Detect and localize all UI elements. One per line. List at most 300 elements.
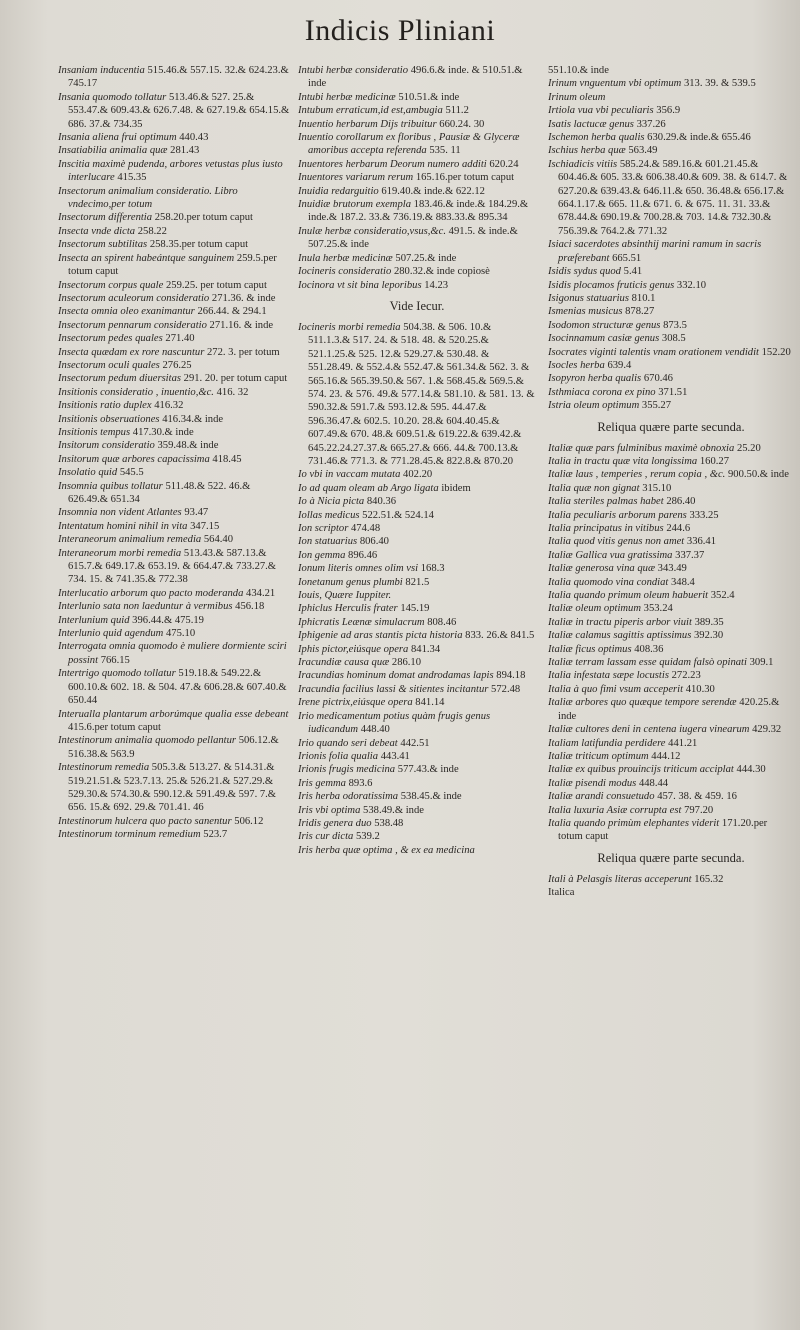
index-entry (298, 576, 536, 589)
entry-reference: 496.6.& inde. & 510.51.& inde (308, 65, 523, 90)
index-entry (58, 453, 290, 466)
index-entry (58, 547, 290, 587)
entry-term: Intestinorum hulcera quo pacto sanentur (58, 815, 232, 827)
entry-reference: 538.45.& inde (400, 791, 462, 803)
entry-term: Interaneorum animalium remedia (58, 534, 202, 546)
entry-term: Iphis pictor,eiúsque opera (298, 643, 409, 655)
entry-term: Italiæ in tractu piperis arbor viuit (548, 616, 692, 628)
entry-term: Insolatio quid (58, 467, 118, 479)
index-entry (58, 587, 290, 600)
entry-reference: 410.30 (685, 683, 715, 695)
index-entry (58, 600, 290, 613)
index-entry (58, 399, 290, 412)
entry-reference: 272.23 (671, 670, 701, 682)
entry-reference: 894.18 (496, 670, 526, 682)
entry-term: Italia in tractu quæ vita longissima (548, 455, 698, 467)
entry-reference: 271.16. & inde (209, 319, 274, 331)
index-entry (58, 439, 290, 452)
entry-term: Isthmiaca corona ex pino (548, 386, 656, 398)
index-entry (548, 669, 794, 682)
index-entry (298, 696, 536, 709)
entry-term: Insitionis ratio duplex (58, 400, 152, 412)
index-entry (298, 844, 536, 857)
entry-list (58, 64, 290, 842)
entry-term: Italiæ ex quibus prouincijs triticum acciplat (548, 764, 734, 776)
entry-term: Iris gemma (298, 777, 346, 789)
entry-list (548, 64, 794, 413)
entry-term: Italiæ generosa vina quæ (548, 563, 656, 575)
index-entry (548, 629, 794, 642)
index-entry (548, 535, 794, 548)
entry-reference: 291. 20. per totum caput (183, 373, 288, 385)
entry-reference: 171.20.per totum caput (558, 817, 768, 843)
entry-term: Insectorum animalium consideratio. Libro vndecimo,per totum (58, 185, 238, 211)
entry-term: Irionis folia qualia (298, 750, 379, 762)
entry-term: Isocles herba (548, 359, 605, 371)
entry-term: Intubi herbæ medicinæ (298, 91, 396, 103)
entry-reference: 513.43.& 587.13.& 615.7.& 649.17.& 653.19. & 664.47.& 733.27.& 734. 15. & 741.35.& 772.38 (68, 547, 277, 586)
index-entry (298, 522, 536, 535)
index-entry (548, 777, 794, 790)
entry-term: Irio quando seri debeat (298, 737, 398, 749)
index-entry (58, 734, 290, 761)
entry-reference: 308.5 (661, 333, 686, 345)
index-entry (58, 279, 290, 292)
index-entry (58, 533, 290, 546)
entry-reference: 896.46 (348, 549, 378, 561)
section-note: Reliqua quære parte secunda. (597, 850, 745, 865)
entry-term: Iocineris morbi remedia (298, 321, 401, 333)
index-entry (298, 643, 536, 656)
entry-term: Intestinorum torminum remedium (58, 829, 201, 841)
index-entry (548, 763, 794, 776)
index-entry (298, 683, 536, 696)
entry-term: Italiæ arbores quo quæque tempore serendæ (548, 697, 737, 709)
index-entry (58, 332, 290, 345)
index-entry (548, 656, 794, 669)
index-entry (298, 549, 536, 562)
entry-term: Iphiclus Herculis frater (298, 603, 398, 615)
entry-reference: 585.24.& 589.16.& 601.21.45.& 604.46.& 605. 33.& 606.38.40.& 609. 38. & 614.7. & 627.20.& 639.43.& 646.11.& 650. 36.48.& 656.17.& 664.1.17.& 665. 11.& 671. 6. & 675. 11. 31. 33.& 678.44.& 690.19.& 700.28.& 703. 14.& 732.30.& 756.39.& 764.2.& 771.32 (558, 158, 788, 237)
entry-reference: 507.25.& inde (395, 252, 457, 264)
entry-reference: 271.40 (165, 333, 195, 345)
index-entry (548, 131, 794, 144)
entry-reference: 183.46.& inde.& 184.29.& inde.& 187.2. 33.& 736.19.& 883.33.& 895.34 (308, 199, 529, 224)
entry-term: Io ad quam oleam ab Argo ligata (298, 482, 439, 494)
index-entry (548, 279, 794, 292)
index-entry (548, 602, 794, 615)
entry-reference: 418.45 (212, 453, 242, 465)
entry-reference: 572.48 (491, 683, 521, 695)
index-entry (298, 279, 536, 292)
entry-reference: 280.32.& inde copiosè (393, 266, 490, 278)
index-entry (298, 710, 536, 737)
entry-term: Irionis frugis medicina (298, 764, 396, 776)
entry-term: Italiæ laus , temperies , rerum copia , &c. (548, 469, 726, 481)
entry-reference: 443.41 (380, 750, 410, 762)
index-entry (58, 225, 290, 238)
index-entry (298, 158, 536, 171)
entry-term: Ischemon herba qualis (548, 132, 645, 144)
entry-term: Insecta an spirent habeántque sanguinem (58, 252, 235, 264)
entry-term: Ionum literis omnes olim vsi (298, 563, 419, 575)
entry-term: Iphigenie ad aras stantis picta historia (298, 630, 463, 642)
index-entry (58, 292, 290, 305)
entry-reference: 396.44.& 475.19 (132, 614, 204, 626)
index-entry (548, 495, 794, 508)
entry-term: Italia steriles palmas habet (548, 496, 664, 508)
entry-reference: 515.46.& 557.15. 32.& 624.23.& 745.17 (68, 65, 289, 90)
entry-reference: 276.25 (162, 359, 192, 371)
entry-term: Ion scriptor (298, 523, 349, 534)
entry-term: Io à Nicia picta (298, 496, 365, 508)
entry-reference: 258.22 (137, 225, 167, 237)
entry-reference: 511.48.& 522. 46.& 626.49.& 651.34 (68, 480, 251, 505)
entry-reference: 441.21 (668, 737, 698, 749)
entry-reference: 513.46.& 527. 25.& 553.47.& 609.43.& 626.7.48. & 627.19.& 654.15.& 686. 37.& 734.35 (68, 91, 290, 130)
index-entry (298, 118, 536, 131)
index-entry (58, 413, 290, 426)
entry-list (298, 321, 536, 857)
index-entry (548, 442, 794, 455)
entry-reference: 577.43.& inde (397, 764, 459, 776)
entry-term: Italia à quo fimi vsum acceperit (548, 683, 684, 695)
entry-list (548, 873, 794, 900)
entry-term: Italiæ ficus optimus (548, 643, 632, 655)
entry-term: Italiæ cultores deni in centena iugera vinearum (548, 724, 750, 736)
index-entry (298, 817, 536, 830)
entry-term: Inuentio herbarum Dijs tribuitur (298, 118, 437, 130)
running-head: Indicis Pliniani (304, 14, 496, 47)
entry-term: Italiæ pisendi modus (548, 777, 637, 789)
entry-reference: 347.15 (190, 520, 220, 532)
entry-reference: 160.27 (699, 455, 729, 467)
entry-term: Insectorum oculi quales (58, 359, 160, 371)
entry-reference: 315.10 (642, 482, 672, 494)
entry-reference: 491.5. & inde.& 507.25.& inde (308, 225, 518, 251)
entry-term: Intubi herbæ consideratio (298, 65, 409, 76)
entry-reference: 833. 26.& 841.5 (465, 630, 535, 642)
index-entry (298, 198, 536, 225)
entry-reference: 448.44 (638, 777, 669, 789)
index-entry (298, 737, 536, 750)
entry-term: Insomnia quibus tollatur (58, 480, 163, 492)
entry-reference: 539.2 (355, 831, 380, 843)
entry-term: Isatis lactucæ genus (548, 118, 634, 130)
entry-term: Italiæ terram lassam esse quidam falsò opinati (548, 657, 747, 669)
index-entry (58, 480, 290, 507)
entry-reference: 359.48.& inde (157, 440, 219, 452)
index-entry (298, 616, 536, 629)
index-entry (298, 495, 536, 508)
entry-term: Insectorum corpus quale (58, 279, 164, 291)
index-entry (58, 386, 290, 399)
entry-reference: 313. 39. & 539.5 (683, 78, 756, 90)
entry-reference: 389.35 (694, 616, 724, 628)
entry-reference: 244.6 (666, 523, 691, 534)
entry-term: Insectorum pedum diuersitas (58, 373, 181, 385)
entry-reference: 408.36 (634, 643, 664, 655)
entry-reference: 797.20 (684, 804, 714, 816)
index-entry (548, 723, 794, 736)
index-entry (548, 737, 794, 750)
entry-term: Iris cur dicta (298, 831, 354, 843)
entry-term: Italia quomodo vina condiat (548, 576, 669, 588)
entry-reference: 808.46 (427, 616, 457, 628)
entry-term: Insania aliena frui optimum (58, 132, 177, 144)
index-entry (298, 482, 536, 495)
index-entry (548, 817, 794, 844)
entry-reference: 25.20 (736, 442, 761, 454)
entry-term: Isocinnamum casiæ genus (548, 333, 660, 345)
index-entry (58, 158, 290, 185)
entry-reference: 356.9 (656, 105, 681, 117)
index-entry (548, 683, 794, 696)
entry-reference: 619.40.& inde.& 622.12 (381, 185, 485, 197)
index-entry (548, 576, 794, 589)
entry-term: Iphicratis Leænæ simulacrum (298, 616, 425, 628)
index-entry (58, 506, 290, 519)
entry-reference: 93.47 (184, 507, 209, 519)
entry-term: Inuidia redarguitio (298, 185, 379, 197)
index-entry (548, 359, 794, 372)
entry-term: Interualla plantarum arborúmque qualia esse debeant (58, 708, 289, 720)
entry-term: Irene pictrix,eiúsque opera (298, 697, 413, 709)
index-entry (298, 468, 536, 481)
entry-reference: 336.41 (686, 536, 717, 548)
entry-reference: 14.23 (424, 279, 449, 291)
entry-term: Intestinorum remedia (58, 762, 150, 774)
entry-reference: 475.10 (166, 628, 196, 640)
entry-term: Ion gemma (298, 549, 346, 561)
entry-term: Isocrates viginti talentis vnam orationem vendidit (548, 346, 759, 358)
entry-term: Irtiola vua vbi peculiaris (548, 105, 654, 117)
entry-term: Insitorum quæ arbores capacissima (58, 453, 210, 465)
entry-term: Interlunio quid agendum (58, 628, 164, 640)
entry-term: Italiæ Gallica vua gratissima (548, 549, 673, 561)
index-entry (58, 708, 290, 735)
index-entry (548, 305, 794, 318)
entry-term: Inuidiæ brutorum exempla (298, 199, 411, 211)
entry-term: Italia luxuria Asiæ corrupta est (548, 804, 682, 816)
entry-reference: 523.7 (203, 829, 228, 841)
entry-reference: 309.1 (749, 657, 774, 669)
entry-term: Ischius herba quæ (548, 145, 626, 157)
entry-reference: 165.32 (694, 873, 724, 885)
index-entry (548, 549, 794, 562)
entry-term: Inuentores herbarum Deorum numero additi (298, 158, 487, 170)
entry-reference: 840.36 (366, 496, 396, 508)
entry-reference: 271.36. & inde (211, 292, 276, 304)
entry-reference: 444.30 (736, 764, 766, 776)
entry-reference: 286.10 (391, 657, 422, 669)
entry-reference: 266.44. & 294.1 (197, 306, 267, 318)
entry-term: Interlunio sata non laeduntur à vermibus (58, 601, 233, 613)
entry-reference: 806.40 (359, 536, 389, 548)
index-entry (298, 252, 536, 265)
index-entry (298, 589, 536, 602)
entry-term: Italia peculiaris arborum parens (548, 509, 687, 521)
entry-reference: 332.10 (676, 279, 707, 291)
entry-term: Insitionis consideratio , inuentio,&c. (58, 386, 214, 398)
index-entry (298, 225, 536, 252)
index-entry (548, 265, 794, 278)
index-entry (298, 790, 536, 803)
index-entry (548, 509, 794, 522)
entry-term: Iridis genera duo (298, 817, 372, 829)
index-entry (548, 319, 794, 332)
entry-term: Inuentores variarum rerum (298, 172, 414, 184)
entry-reference: 440.43 (179, 132, 209, 144)
entry-reference: 417.30.& inde (132, 426, 194, 438)
entry-term: Intestinorum animalia quomodo pellantur (58, 735, 237, 747)
index-entry (548, 144, 794, 157)
entry-term: Insectorum differentia (58, 212, 153, 224)
index-entry (58, 185, 290, 212)
entry-term: Isidis plocamos fruticis genus (548, 279, 675, 291)
index-entry (298, 602, 536, 615)
entry-reference: 522.51.& 524.14 (362, 509, 434, 521)
index-entry (298, 763, 536, 776)
entry-term: Italia quæ non gignat (548, 482, 640, 494)
entry-term: Intentatum homini nihil in vita (58, 520, 188, 532)
index-entry (58, 144, 290, 157)
entry-term: Italiæ oleum optimum (548, 603, 641, 615)
entry-term: Itali à Pelasgis literas acceperunt (548, 873, 692, 885)
entry-term: Iracundia facilius lassi & sitientes incitantur (298, 683, 489, 695)
entry-reference: 551.10.& inde (548, 65, 609, 76)
entry-term: Inscitia maximè pudenda, arbores vetustas plus iusto interlucare (58, 158, 283, 184)
entry-term: Insomnia non vident Atlantes (58, 507, 182, 519)
entry-reference: 821.5 (405, 576, 430, 588)
entry-reference: 457. 38. & 459. 16 (657, 791, 737, 803)
entry-term: Ischiadicis vitiis (548, 158, 618, 170)
entry-term: Ion statuarius (298, 536, 358, 548)
entry-term: Insatiabilia animalia quæ (58, 145, 168, 157)
index-entry (548, 386, 794, 399)
index-entry (58, 372, 290, 385)
index-entry (58, 91, 290, 131)
index-entry (58, 520, 290, 533)
index-entry (548, 482, 794, 495)
entry-reference: 355.27 (641, 400, 672, 412)
index-entry (298, 321, 536, 468)
entry-term: Ionetanum genus plumbi (298, 576, 403, 588)
index-entry (548, 589, 794, 602)
entry-term: Ismenias musicus (548, 306, 623, 318)
entry-reference: ibidem (441, 482, 471, 494)
index-entry (298, 804, 536, 817)
index-entry (58, 238, 290, 251)
entry-reference: 258.20.per totum caput (154, 212, 253, 224)
entry-reference: 670.46 (643, 373, 673, 385)
entry-reference: Italica (548, 887, 575, 899)
index-entry (58, 211, 290, 224)
entry-reference: 506.12 (234, 815, 264, 827)
entry-term: Isigonus statuarius (548, 292, 629, 304)
index-entry (298, 185, 536, 198)
index-entry (298, 750, 536, 763)
index-entry (58, 614, 290, 627)
index-column-1 (58, 64, 290, 1326)
entry-reference: 5.41 (623, 266, 643, 278)
index-entry (58, 319, 290, 332)
index-entry (58, 627, 290, 640)
index-entry (548, 158, 794, 238)
entry-reference: 893.6 (348, 777, 373, 789)
entry-reference: 168.3 (420, 563, 445, 575)
entry-reference: 165.16.per totum caput (415, 172, 515, 184)
entry-reference: 286.40 (666, 496, 696, 508)
section-note: Reliqua quære parte secunda. (597, 419, 745, 434)
entry-term: Intubum erraticum,id est,ambugia (298, 105, 443, 117)
entry-term: Iouis, Quære Iuppiter. (298, 590, 392, 602)
entry-term: Irinum vnguentum vbi optimum (548, 78, 682, 90)
index-entry (548, 873, 794, 886)
entry-term: Italia quando primùm elephantes viderit (548, 817, 720, 829)
entry-term: Italiam latifundia perdidere (548, 737, 666, 749)
entry-reference: 429.32 (752, 724, 782, 736)
entry-reference: 434.21 (246, 587, 276, 599)
index-entry (58, 640, 290, 667)
entry-term: Insitionis obseruationes (58, 413, 160, 425)
index-entry (548, 750, 794, 763)
index-entry (58, 131, 290, 144)
index-column-2 (298, 64, 536, 1326)
index-entry (548, 346, 794, 359)
entry-term: Inulæ herbæ consideratio,vsus,&c. (298, 225, 447, 237)
entry-reference: 416. 32 (216, 386, 249, 398)
entry-reference: 545.5 (119, 467, 144, 479)
index-entry (548, 372, 794, 385)
entry-reference: 511.2 (445, 105, 469, 117)
entry-reference: 416.34.& inde (162, 413, 224, 425)
entry-reference: 538.49.& inde (363, 804, 424, 816)
entry-term: Iracundias hominum domat androdamas lapis (298, 670, 494, 682)
entry-term: Insitionis tempus (58, 426, 131, 438)
entry-term: Italiæ quæ pars fulminibus maximè obnoxia (548, 442, 735, 454)
index-entry (298, 509, 536, 522)
index-entry (548, 118, 794, 131)
entry-reference: 444.12 (651, 750, 681, 762)
entry-term: Iocinora vt sit bina leporibus (298, 279, 422, 291)
entry-term: Interrogata omnia quomodo è muliere dormiente sciri possint (58, 641, 287, 666)
entry-term: Isidis sydus quod (548, 266, 621, 278)
index-entry (548, 804, 794, 817)
entry-reference: 510.51.& inde (398, 91, 460, 103)
entry-term: Irinum oleum (548, 91, 606, 103)
index-entry (548, 64, 794, 77)
entry-term: Io vbi in vaccam mutata (298, 469, 401, 481)
entry-term: Insitorum consideratio (58, 440, 155, 452)
entry-reference: 620.24 (489, 158, 519, 170)
entry-term: Isodomon structuræ genus (548, 319, 661, 331)
index-entry (298, 64, 536, 91)
entry-reference: 456.18 (235, 601, 265, 613)
entry-term: Italia principatus in vitibus (548, 523, 664, 534)
index-entry (298, 104, 536, 117)
index-entry (548, 790, 794, 803)
index-entry (58, 346, 290, 359)
entry-reference: 474.48 (350, 523, 381, 534)
entry-term: Irio medicamentum potius quàm frugis genus iudicandum (298, 710, 491, 736)
entry-reference: 665.51 (612, 252, 642, 264)
index-entry (548, 91, 794, 104)
entry-reference: 145.19 (400, 603, 430, 615)
entry-term: Isiaci sacerdotes absinthij marini ramum in sacris præferebant (548, 239, 762, 264)
index-entry (548, 562, 794, 575)
entry-term: Italia infestata sæpe locustis (548, 670, 669, 682)
